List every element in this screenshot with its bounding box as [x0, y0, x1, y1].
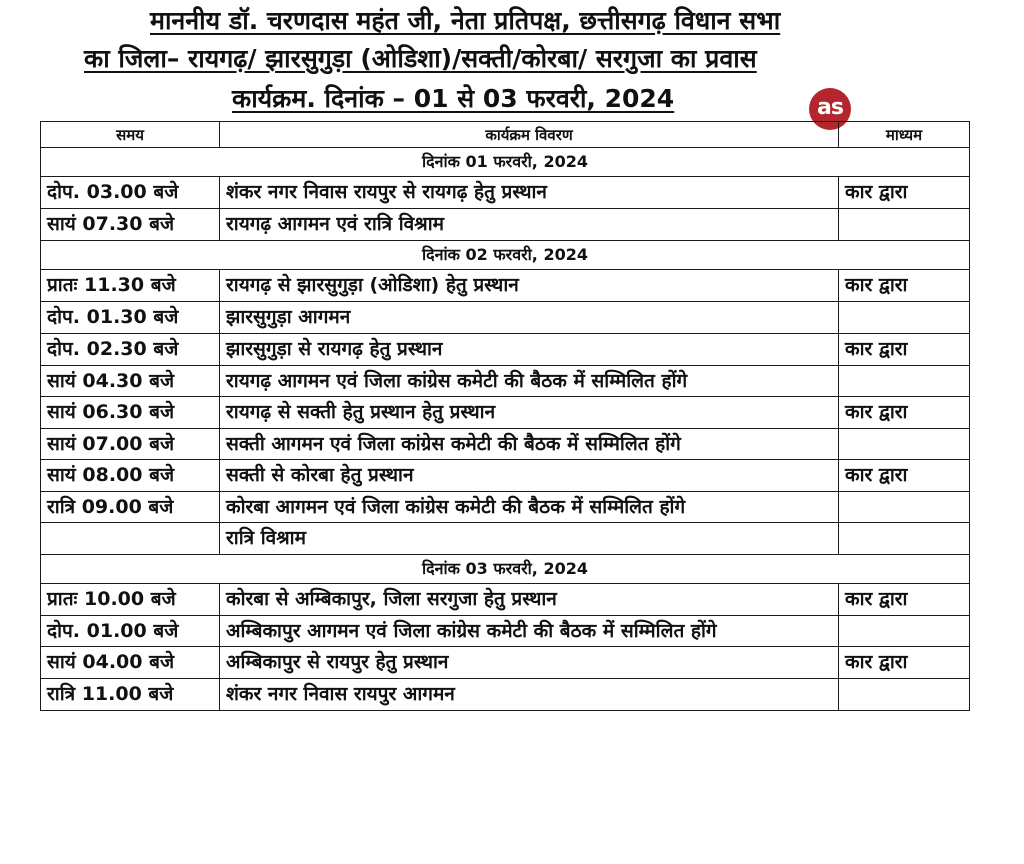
- time-cell: [41, 523, 220, 555]
- date-row-day1: [41, 148, 970, 177]
- table-header-row: [41, 122, 970, 148]
- mode-cell: [839, 523, 970, 555]
- title-line-1: माननीय डॉ. चरणदास महंत जी, नेता प्रतिपक्ष, छत्तीसगढ़ विधान सभा: [150, 6, 781, 35]
- table-row: [41, 366, 970, 397]
- time-cell: सायं 07.00 बजे: [41, 429, 220, 460]
- mode-cell: कार द्वारा: [839, 270, 970, 302]
- header-details: कार्यक्रम विवरण: [220, 122, 839, 148]
- mode-cell: [839, 492, 970, 523]
- mode-cell: कार द्वारा: [839, 177, 970, 209]
- table-row: [41, 302, 970, 334]
- time-cell: सायं 04.30 बजे: [41, 366, 220, 397]
- schedule-table: [40, 121, 970, 711]
- mode-cell: [839, 616, 970, 647]
- details-cell: रायगढ़ आगमन एवं रात्रि विश्राम: [220, 209, 839, 241]
- date-label: दिनांक 03 फरवरी, 2024: [41, 555, 970, 584]
- table-row: [41, 584, 970, 616]
- title-line-3: कार्यक्रम. दिनांक – 01 से 03 फरवरी, 2024: [232, 84, 675, 113]
- table-row: [41, 177, 970, 209]
- mode-cell: [839, 679, 970, 711]
- details-cell: शंकर नगर निवास रायपुर से रायगढ़ हेतु प्रस्थान: [220, 177, 839, 209]
- time-cell: रात्रि 11.00 बजे: [41, 679, 220, 711]
- time-cell: सायं 04.00 बजे: [41, 647, 220, 679]
- document-header: [0, 0, 1024, 118]
- table-row: [41, 460, 970, 492]
- table-row: [41, 492, 970, 523]
- mode-cell: कार द्वारा: [839, 460, 970, 492]
- title-line-2: का जिला– रायगढ़/ झारसुगुड़ा (ओडिशा)/सक्ती/कोरबा/ सरगुजा का प्रवास: [84, 44, 757, 73]
- mode-cell: [839, 366, 970, 397]
- details-cell: सक्ती आगमन एवं जिला कांग्रेस कमेटी की बैठक में सम्मिलित होंगे: [220, 429, 839, 460]
- table-row: [41, 523, 970, 555]
- table-row: [41, 647, 970, 679]
- mode-cell: कार द्वारा: [839, 584, 970, 616]
- mode-cell: [839, 302, 970, 334]
- mode-cell: [839, 429, 970, 460]
- time-cell: सायं 08.00 बजे: [41, 460, 220, 492]
- details-cell: रात्रि विश्राम: [220, 523, 839, 555]
- details-cell: कोरबा आगमन एवं जिला कांग्रेस कमेटी की बैठक में सम्मिलित होंगे: [220, 492, 839, 523]
- time-cell: दोप. 03.00 बजे: [41, 177, 220, 209]
- time-cell: सायं 06.30 बजे: [41, 397, 220, 429]
- date-row-day2: [41, 241, 970, 270]
- details-cell: कोरबा से अम्बिकापुर, जिला सरगुजा हेतु प्रस्थान: [220, 584, 839, 616]
- header-mode: माध्यम: [839, 122, 970, 148]
- time-cell: प्रातः 10.00 बजे: [41, 584, 220, 616]
- table-row: [41, 429, 970, 460]
- mode-cell: कार द्वारा: [839, 647, 970, 679]
- details-cell: झारसुगुड़ा आगमन: [220, 302, 839, 334]
- time-cell: दोप. 02.30 बजे: [41, 334, 220, 366]
- time-cell: प्रातः 11.30 बजे: [41, 270, 220, 302]
- time-cell: सायं 07.30 बजे: [41, 209, 220, 241]
- details-cell: अम्बिकापुर आगमन एवं जिला कांग्रेस कमेटी की बैठक में सम्मिलित होंगे: [220, 616, 839, 647]
- date-label: दिनांक 01 फरवरी, 2024: [41, 148, 970, 177]
- date-label: दिनांक 02 फरवरी, 2024: [41, 241, 970, 270]
- table-row: [41, 334, 970, 366]
- mode-cell: कार द्वारा: [839, 397, 970, 429]
- table-row: [41, 679, 970, 711]
- details-cell: रायगढ़ आगमन एवं जिला कांग्रेस कमेटी की बैठक में सम्मिलित होंगे: [220, 366, 839, 397]
- mode-cell: कार द्वारा: [839, 334, 970, 366]
- time-cell: दोप. 01.30 बजे: [41, 302, 220, 334]
- header-time: समय: [41, 122, 220, 148]
- details-cell: रायगढ़ से सक्ती हेतु प्रस्थान हेतु प्रस्थान: [220, 397, 839, 429]
- details-cell: सक्ती से कोरबा हेतु प्रस्थान: [220, 460, 839, 492]
- watermark-logo: as: [809, 88, 851, 130]
- table-row: [41, 270, 970, 302]
- time-cell: दोप. 01.00 बजे: [41, 616, 220, 647]
- table-row: [41, 209, 970, 241]
- date-row-day3: [41, 555, 970, 584]
- time-cell: रात्रि 09.00 बजे: [41, 492, 220, 523]
- table-row: [41, 616, 970, 647]
- details-cell: रायगढ़ से झारसुगुड़ा (ओडिशा) हेतु प्रस्थान: [220, 270, 839, 302]
- details-cell: झारसुगुड़ा से रायगढ़ हेतु प्रस्थान: [220, 334, 839, 366]
- details-cell: अम्बिकापुर से रायपुर हेतु प्रस्थान: [220, 647, 839, 679]
- table-row: [41, 397, 970, 429]
- details-cell: शंकर नगर निवास रायपुर आगमन: [220, 679, 839, 711]
- mode-cell: [839, 209, 970, 241]
